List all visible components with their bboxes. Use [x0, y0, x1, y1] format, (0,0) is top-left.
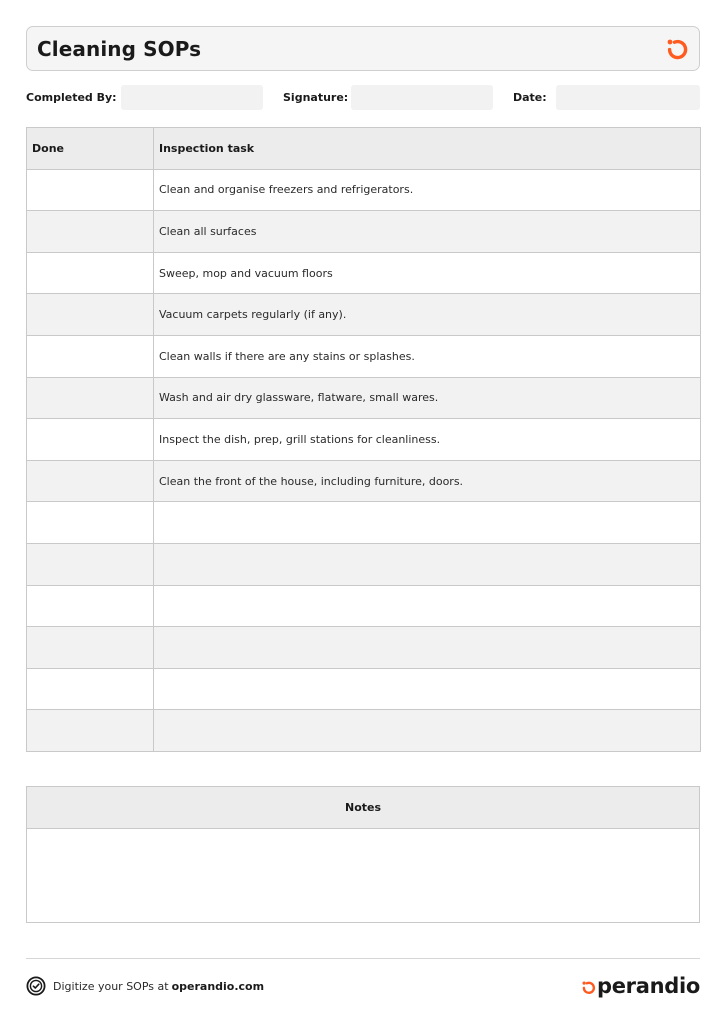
- footer-text: Digitize your SOPs at: [53, 979, 169, 993]
- task-cell: Clean and organise freezers and refrigerators.: [154, 169, 701, 211]
- done-cell[interactable]: [27, 668, 154, 710]
- done-cell[interactable]: [27, 377, 154, 419]
- operandio-logo-icon: [581, 980, 596, 995]
- task-cell: Sweep, mop and vacuum floors: [154, 252, 701, 294]
- task-cell: Vacuum carpets regularly (if any).: [154, 294, 701, 336]
- table-header-row: [27, 128, 701, 170]
- task-cell: Inspect the dish, prep, grill stations for cleanliness.: [154, 419, 701, 461]
- date-field[interactable]: [556, 85, 700, 110]
- done-cell[interactable]: [27, 294, 154, 336]
- table-row: [27, 627, 701, 669]
- table-row: [27, 543, 701, 585]
- done-cell[interactable]: [27, 252, 154, 294]
- table-row: [27, 419, 701, 461]
- notes-section: [26, 786, 700, 923]
- notes-field[interactable]: [27, 829, 699, 922]
- task-cell[interactable]: [154, 627, 701, 669]
- task-cell[interactable]: [154, 585, 701, 627]
- column-header-task: Inspection task: [154, 128, 701, 170]
- check-circle-icon: [26, 976, 46, 996]
- brand-wordmark: perandio: [596, 974, 700, 998]
- table-row: [27, 377, 701, 419]
- brand-logo: [581, 974, 700, 998]
- signature-label: Signature:: [283, 91, 349, 104]
- done-cell[interactable]: [27, 335, 154, 377]
- table-row: [27, 585, 701, 627]
- table-row: [27, 668, 701, 710]
- footer-divider: [26, 958, 700, 959]
- done-cell[interactable]: [27, 585, 154, 627]
- task-cell: Wash and air dry glassware, flatware, small wares.: [154, 377, 701, 419]
- done-cell[interactable]: [27, 419, 154, 461]
- table-row: [27, 502, 701, 544]
- task-cell[interactable]: [154, 710, 701, 752]
- done-cell[interactable]: [27, 211, 154, 253]
- task-cell: Clean all surfaces: [154, 211, 701, 253]
- table-row: [27, 211, 701, 253]
- column-header-done: Done: [27, 128, 154, 170]
- table-row: [27, 252, 701, 294]
- operandio-logo-icon: [665, 37, 689, 61]
- signature-field[interactable]: [351, 85, 493, 110]
- page-title: Cleaning SOPs: [37, 36, 202, 61]
- task-cell[interactable]: [154, 668, 701, 710]
- task-cell: Clean walls if there are any stains or splashes.: [154, 335, 701, 377]
- done-cell[interactable]: [27, 543, 154, 585]
- table-row: [27, 335, 701, 377]
- table-row: [27, 294, 701, 336]
- footer-site-link[interactable]: operandio.com: [171, 979, 265, 993]
- date-label: Date:: [513, 91, 547, 104]
- table-row: [27, 460, 701, 502]
- completed-by-field[interactable]: [121, 85, 263, 110]
- notes-header: Notes: [27, 787, 699, 829]
- table-row: [27, 169, 701, 211]
- task-cell[interactable]: [154, 543, 701, 585]
- done-cell[interactable]: [27, 169, 154, 211]
- done-cell[interactable]: [27, 460, 154, 502]
- meta-row: [26, 85, 700, 110]
- done-cell[interactable]: [27, 502, 154, 544]
- task-cell: Clean the front of the house, including furniture, doors.: [154, 460, 701, 502]
- task-cell[interactable]: [154, 502, 701, 544]
- table-row: [27, 710, 701, 752]
- title-bar: [26, 26, 700, 71]
- inspection-table: [26, 127, 701, 752]
- done-cell[interactable]: [27, 710, 154, 752]
- completed-by-label: Completed By:: [26, 91, 117, 104]
- footer-promo: [26, 976, 264, 996]
- footer: [26, 972, 700, 1000]
- done-cell[interactable]: [27, 627, 154, 669]
